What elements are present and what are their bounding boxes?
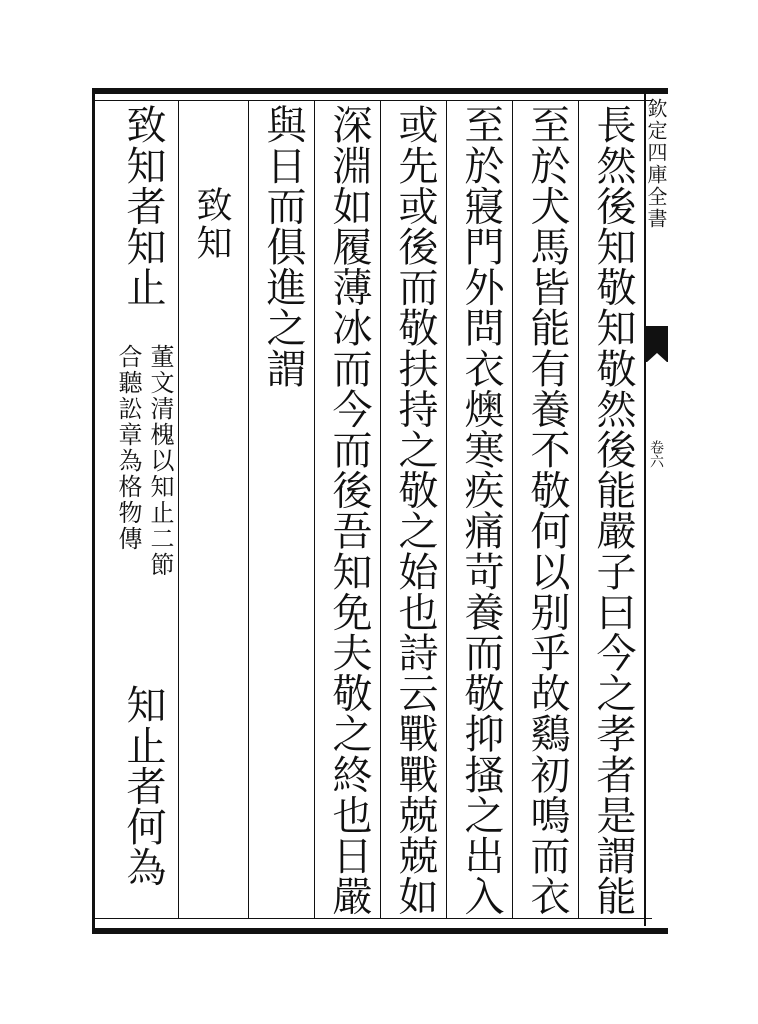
section-heading: 致知 [191, 186, 232, 262]
text-column-1: 長然後知敬知敬然後能嚴子曰今之孝者是謂能 [590, 104, 636, 916]
main-text-top: 致知者知止 [120, 104, 166, 307]
text-column-last [110, 104, 176, 916]
text-column-3: 至於寢門外問衣燠寒疾痛苛養而敬抑搔之出入 [458, 104, 504, 916]
frame-top-rule [92, 100, 652, 101]
annotation-left: 合聽訟章為格物傳 [114, 344, 142, 552]
text-column-4: 或先或後而敬扶持之敬之始也詩云戰戰兢兢如 [392, 104, 438, 916]
fishtail-mark [646, 326, 668, 362]
annotation-right: 董文清槐以知止二節 [146, 344, 174, 578]
main-text-bottom: 知止者何為 [120, 684, 166, 887]
frame-bottom-rule [92, 918, 652, 919]
margin-book-title: 欽定四庫全書 [644, 98, 668, 230]
column-rule [248, 100, 249, 918]
text-column-6: 與日而俱進之謂 [260, 104, 306, 389]
text-column-2: 至於犬馬皆能有養不敬何以别乎故鷄初鳴而衣 [524, 104, 570, 916]
text-column-5: 深淵如履薄冰而今而後吾知免夫敬之終也日嚴 [326, 104, 372, 916]
margin-juan-number: 卷六 [648, 440, 664, 468]
